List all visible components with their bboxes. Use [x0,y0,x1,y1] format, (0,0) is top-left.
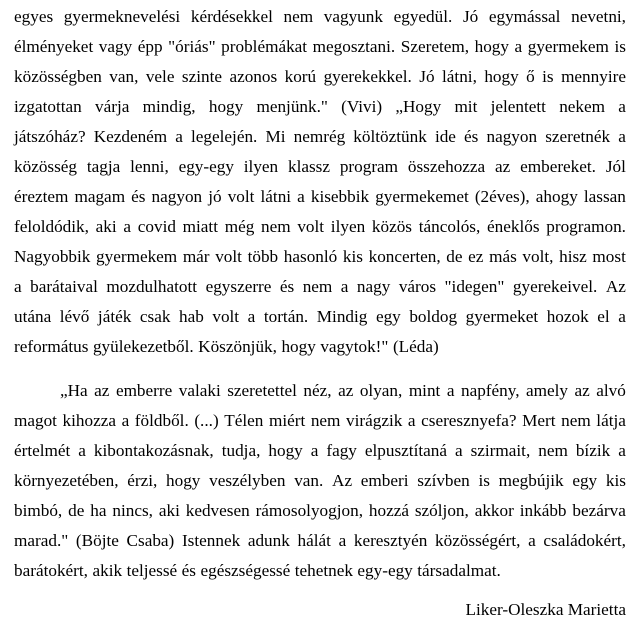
text-line: feloldódik, aki a covid miatt még nem volt ilyen közös táncolós, éneklős programon. [14,217,626,236]
text-line: „Ha az emberre valaki szeretettel néz, az olyan, mint a napfény, amely az alvó [60,381,626,400]
text-line: közösségben van, vele szinte azonos korú gyerekekkel. Jó látni, hogy ő is mennyire [14,67,626,86]
text-line: magot kihozza a földből. (...) Télen miért nem virágzik a cseresznyefa? Mert nem látja [14,411,626,430]
text-line: Nagyobbik gyermekem már volt több hasonló kis koncerten, de ez más volt, hisz most [14,247,626,266]
text-line: a barátaival mozdulhatott egyszerre és nem a nagy város "idegen" gyerekeivel. Az [14,277,626,296]
text-line: közösség tagja lenni, egy-egy ilyen klassz program összehozza az embereket. Jól [14,157,626,176]
text-line: egyes gyermeknevelési kérdésekkel nem vagyunk egyedül. Jó egymással nevetni, [14,7,626,26]
text-line: református gyülekezetből. Köszönjük, hogy vagytok!" (Léda) [14,337,439,356]
text-line: bimbó, de ha nincs, aki kedvesen rámosolyogjon, hozzá szóljon, akkor inkább bezárva [14,501,626,520]
text-line: környezetében, érzi, hogy veszélyben van. Az emberi szívben is megbújik egy kis [14,471,626,490]
text-line: éreztem magam és nagyon jó volt látni a kisebbik gyermekemet (2éves), ahogy lassan [14,187,626,206]
text-line: játszóház? Kezdeném a legelején. Mi nemrég költöztünk ide és nagyon szeretnék a [14,127,626,146]
text-line: élményeket vagy épp "óriás" problémákat megosztani. Szeretem, hogy a gyermekem is [14,37,626,56]
text-line: marad." (Böjte Csaba) Istennek adunk hálát a keresztyén közösségért, a családokért, [14,531,626,550]
text-line: barátokért, akik teljessé és egészségessé tehetnek egy-egy társadalmat. [14,561,501,580]
text-line: értelmét a kibontakozásnak, tudja, hogy a fagy elpusztítaná a szirmait, nem bízik a [14,441,626,460]
text-line: izgatottan várja mindig, hogy menjünk." (Vivi) „Hogy mit jelentett nekem a [14,97,626,116]
author-signature: Liker-Oleszka Marietta [465,600,626,619]
text-line: utána lévő játék csak hab volt a tortán. Mindig egy boldog gyermeket hozok el a [14,307,626,326]
